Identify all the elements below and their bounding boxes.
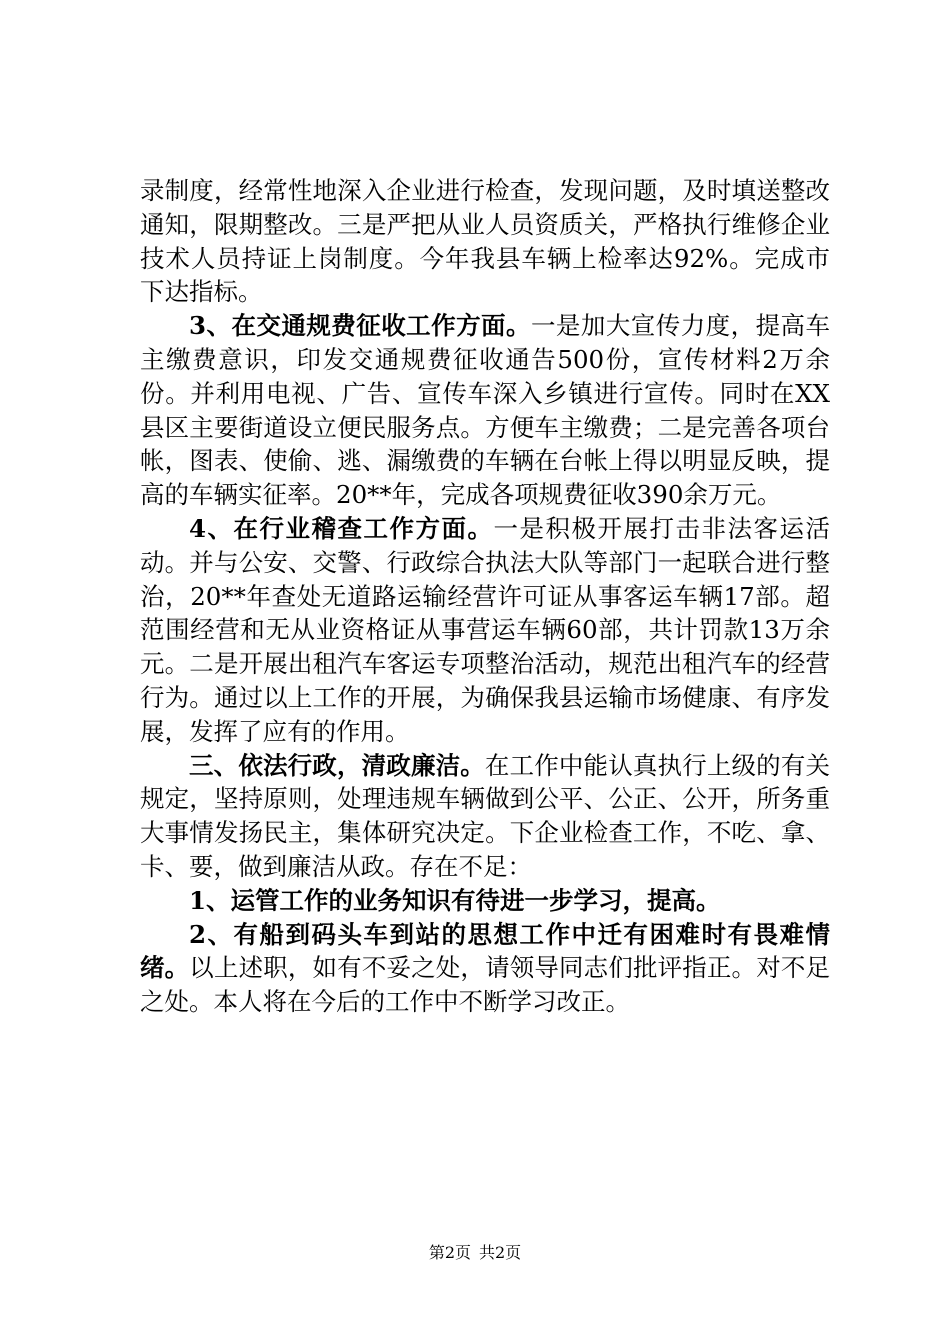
paragraph-4	[140, 749, 830, 884]
paragraph-3	[140, 512, 830, 749]
paragraph-5	[140, 884, 830, 918]
paragraph-3-text: 一是积极开展打击非法客运活动。并与公安、交警、行政综合执法大队等部门一起联合进行整治，20**年查处无道路运输经营许可证从事客运车辆17部。超范围经营和无从业资格证从事营运车辆60部，共计罚款13万余元。二是开展出租汽车客运专项整治活动，规范出租汽车的经营行为。通过以上工作的开展，为确保我县运输市场健康、有序发展，发挥了应有的作用。	[140, 513, 831, 746]
page-footer	[0, 1243, 950, 1263]
page-total: 共2页	[479, 1243, 522, 1262]
paragraph-2	[140, 309, 830, 512]
paragraph-4-text: 在工作中能认真执行上级的有关规定，坚持原则，处理违规车辆做到公平、公正、公开，所务重大事情发扬民主，集体研究决定。下企业检查工作，不吃、拿、卡、要，做到廉洁从政。存在不足：	[140, 750, 831, 881]
paragraph-6	[140, 918, 830, 1019]
paragraph-3-heading: 4、在行业稽查工作方面。	[189, 513, 494, 543]
paragraph-6-heading: 2、有船到码头车到站的思想工作中迁有困难时有畏难情绪。	[140, 919, 830, 983]
paragraph-2-heading: 3、在交通规费征收工作方面。	[189, 311, 531, 341]
paragraph-6-text: 以上述职，如有不妥之处，请领导同志们批评指正。对不足之处。本人将在今后的工作中不断学习改正。	[140, 953, 830, 1017]
paragraph-4-heading: 三、依法行政，清政廉洁。	[189, 750, 485, 780]
paragraph-1-text: 录制度，经常性地深入企业进行检查，发现问题，及时填送整改通知，限期整改。三是严把从业人员资质关，严格执行维修企业技术人员持证上岗制度。今年我县车辆上检率达92%。完成市下达指标。	[140, 176, 830, 307]
paragraph-1	[140, 174, 830, 309]
paragraph-5-heading: 1、运管工作的业务知识有待进一步学习，提高。	[189, 885, 721, 915]
page-number: 第2页	[428, 1243, 471, 1262]
document-body	[140, 174, 830, 1019]
paragraph-2-text: 一是加大宣传力度，提高车主缴费意识，印发交通规费征收通告500份，宣传材料2万余份。并利用电视、广告、宣传车深入乡镇进行宣传。同时在XX县区主要街道设立便民服务点。方便车主缴费；二是完善各项台帐，图表、使偷、逃、漏缴费的车辆在台帐上得以明显反映，提高的车辆实征率。20**年，完成各项规费征收390余万元。	[140, 311, 831, 510]
